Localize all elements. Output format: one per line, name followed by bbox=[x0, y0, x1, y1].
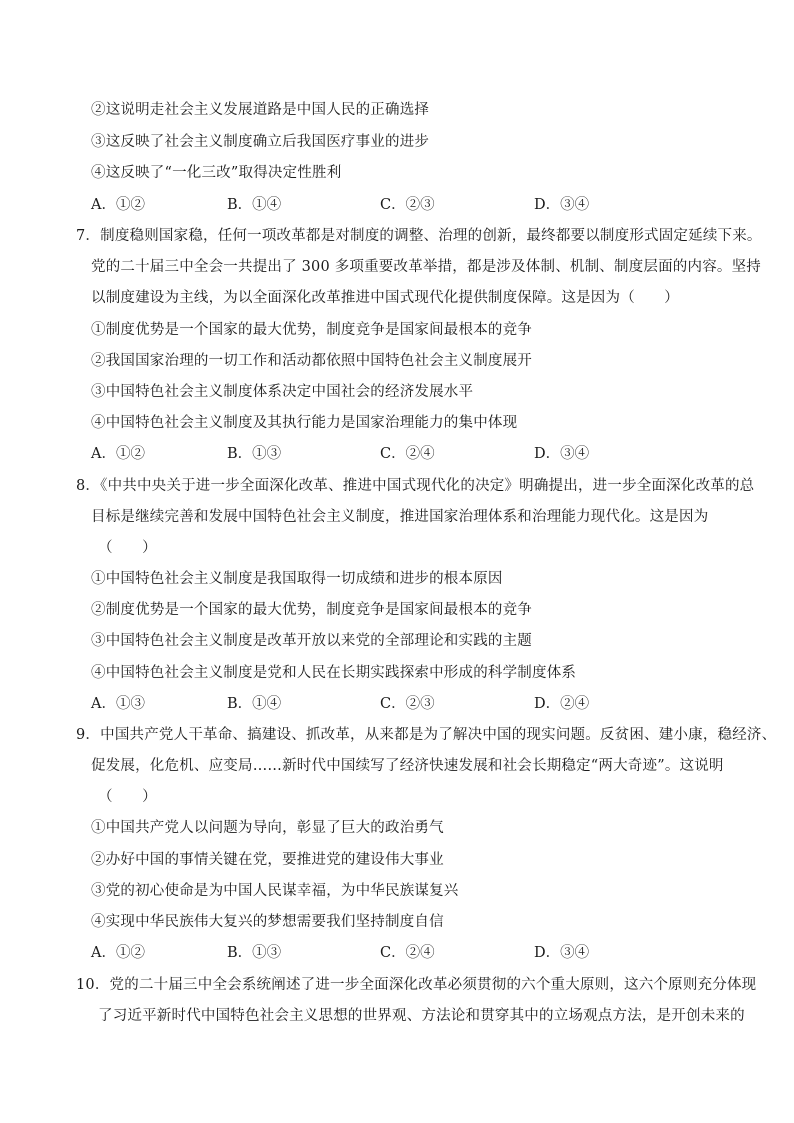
q8-option-c: C．②③ bbox=[380, 696, 435, 712]
q7-option-c: C．②④ bbox=[380, 446, 435, 462]
q6-option-b: B．①④ bbox=[227, 197, 282, 213]
q8-option-a: A．①③ bbox=[91, 696, 145, 712]
q6-option-d: D．③④ bbox=[534, 197, 590, 213]
q7-stem-line-3: 以制度建设为主线，为以全面深化改革推进中国式现代化提供制度保障。这是因为（ ） bbox=[91, 290, 679, 306]
q7-option-d: D．③④ bbox=[534, 446, 590, 462]
q7-item-2: ②我国国家治理的一切工作和活动都依照中国特色社会主义制度展开 bbox=[91, 353, 532, 369]
q7-option-b: B．①③ bbox=[227, 446, 282, 462]
q9-item-1: ①中国共产党人以问题为导向，彰显了巨大的政治勇气 bbox=[91, 820, 444, 836]
q7-item-1: ①制度优势是一个国家的最大优势，制度竞争是国家间最根本的竞争 bbox=[91, 322, 532, 338]
q7-item-3: ③中国特色社会主义制度体系决定中国社会的经济发展水平 bbox=[91, 384, 474, 400]
q7-stem-line-1: 7．制度稳则国家稳，任何一项改革都是对制度的调整、治理的创新，最终都要以制度形式固定延续下来。 bbox=[76, 228, 762, 244]
q6-option-c: C．②③ bbox=[380, 197, 435, 213]
q10-stem-line-1: 10．党的二十届三中全会系统阐述了进一步全面深化改革必须贯彻的六个重大原则，这六个原则充分体现 bbox=[76, 977, 757, 993]
q9-stem-line-3: （ ） bbox=[98, 789, 157, 805]
q9-item-4: ④实现中华民族伟大复兴的梦想需要我们坚持制度自信 bbox=[91, 914, 444, 930]
q9-item-2: ②办好中国的事情关键在党，要推进党的建设伟大事业 bbox=[91, 852, 444, 868]
q9-option-a: A．①② bbox=[91, 945, 145, 961]
q8-item-4: ④中国特色社会主义制度是党和人民在长期实践探索中形成的科学制度体系 bbox=[91, 665, 577, 681]
q6-option-a: A．①② bbox=[91, 197, 145, 213]
q8-item-1: ①中国特色社会主义制度是我国取得一切成绩和进步的根本原因 bbox=[91, 571, 503, 587]
q8-option-d: D．②④ bbox=[534, 696, 590, 712]
q10-stem-line-2: 了习近平新时代中国特色社会主义思想的世界观、方法论和贯穿其中的立场观点方法，是开创未来的 bbox=[98, 1008, 745, 1024]
q9-option-d: D．③④ bbox=[534, 945, 590, 961]
q8-item-3: ③中国特色社会主义制度是改革开放以来党的全部理论和实践的主题 bbox=[91, 633, 532, 649]
q8-option-b: B．①④ bbox=[227, 696, 282, 712]
q6-item-4: ④这反映了“一化三改”取得决定性胜利 bbox=[91, 165, 342, 181]
q9-stem-line-1: 9．中国共产党人干革命、搞建设、抓改革，从来都是为了解决中国的现实问题。反贫困、建小康，稳经济、 bbox=[76, 727, 777, 743]
q9-option-c: C．②④ bbox=[380, 945, 435, 961]
q7-option-a: A．①② bbox=[91, 446, 145, 462]
q6-item-3: ③这反映了社会主义制度确立后我国医疗事业的进步 bbox=[91, 134, 430, 150]
q8-stem-line-1: 8．《中共中央关于进一步全面深化改革、推进中国式现代化的决定》明确提出，进一步全面深化改革的总 bbox=[76, 478, 755, 494]
q7-stem-line-2: 党的二十届三中全会一共提出了 300 多项重要改革举措，都是涉及体制、机制、制度层面的内容。坚持 bbox=[91, 259, 761, 275]
q7-item-4: ④中国特色社会主义制度及其执行能力是国家治理能力的集中体现 bbox=[91, 415, 518, 431]
q9-item-3: ③党的初心使命是为中国人民谋幸福，为中华民族谋复兴 bbox=[91, 883, 459, 899]
q9-stem-line-2: 促发展，化危机、应变局……新时代中国续写了经济快速发展和社会长期稳定“两大奇迹”。这说明 bbox=[91, 758, 724, 774]
q8-stem-line-3: （ ） bbox=[98, 540, 157, 556]
q6-item-2: ②这说明走社会主义发展道路是中国人民的正确选择 bbox=[91, 102, 430, 118]
q8-stem-line-2: 目标是继续完善和发展中国特色社会主义制度，推进国家治理体系和治理能力现代化。这是因为 bbox=[91, 509, 709, 525]
q8-item-2: ②制度优势是一个国家的最大优势，制度竞争是国家间最根本的竞争 bbox=[91, 602, 532, 618]
q9-option-b: B．①③ bbox=[227, 945, 282, 961]
